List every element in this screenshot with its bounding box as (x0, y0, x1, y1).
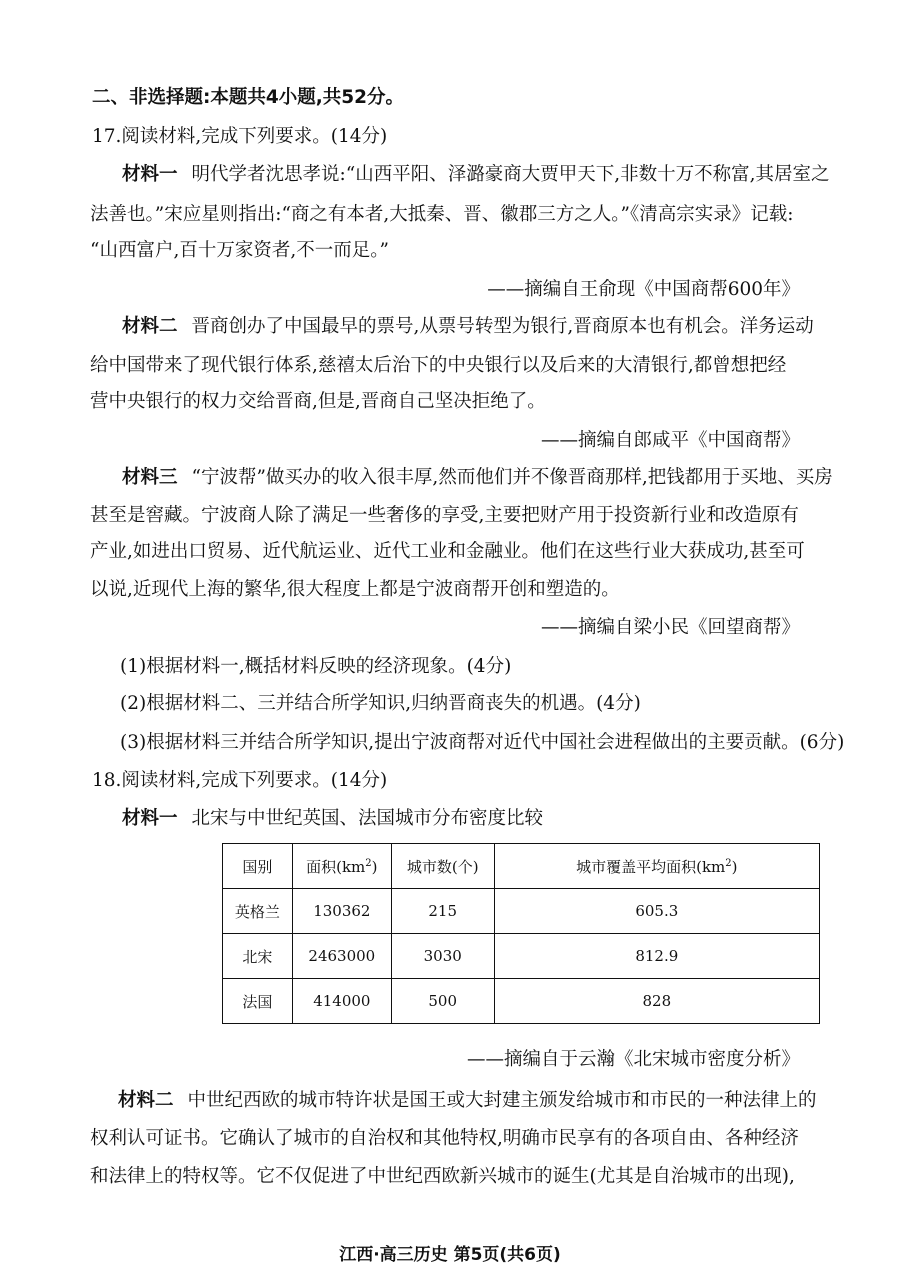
q17-material-1-line-3: “山西富户,百十万家资者,不一而足。” (90, 240, 389, 261)
material-label: 材料三 (122, 467, 178, 488)
q17-material-1-line-1: 材料一 明代学者沈思孝说:“山西平阳、泽潞豪商大贾甲天下,非数十万不称富,其居室之 (122, 164, 830, 185)
section-title: 二、非选择题:本题共4小题,共52分。 (92, 87, 405, 108)
table-header-cell: 国别 (223, 844, 293, 889)
table-cell: 605.3 (494, 889, 819, 934)
q17-question-2: (2)根据材料二、三并结合所学知识,归纳晋商丧失的机遇。(4分) (120, 693, 641, 714)
material-label: 材料一 (122, 808, 178, 829)
material-label: 材料一 (122, 164, 178, 185)
q18-material-2-line-1: 材料二 中世纪西欧的城市特许状是国王或大封建主颁发给城市和市民的一种法律上的 (118, 1090, 817, 1111)
q17-material-3-line-1: 材料三 “宁波帮”做买办的收入很丰厚,然而他们并不像晋商那样,把钱都用于买地、买房 (122, 467, 833, 488)
table-row (223, 934, 820, 979)
q17-question-3: (3)根据材料三并结合所学知识,提出宁波商帮对近代中国社会进程做出的主要贡献。(6分) (120, 732, 845, 753)
q17-material-1-source: ——摘编自王俞现《中国商帮600年》 (487, 279, 800, 300)
q17-material-3-line-2: 甚至是窖藏。宁波商人除了满足一些奢侈的享受,主要把财产用于投资新行业和改造原有 (90, 505, 799, 526)
city-density-table (222, 843, 820, 1024)
table-cell: 北宋 (223, 934, 293, 979)
q17-question-1: (1)根据材料一,概括材料反映的经济现象。(4分) (120, 656, 512, 677)
q18-material-2-line-3: 和法律上的特权等。它不仅促进了中世纪西欧新兴城市的诞生(尤其是自治城市的出现), (90, 1166, 795, 1187)
material-label: 材料二 (118, 1090, 174, 1111)
q18-material-1-caption: 材料一 北宋与中世纪英国、法国城市分布密度比较 (122, 808, 544, 829)
q18-material-2-line-2: 权利认可证书。它确认了城市的自治权和其他特权,明确市民享有的各项自由、各种经济 (90, 1128, 799, 1149)
table-cell: 英格兰 (223, 889, 293, 934)
q18-stem: 18.阅读材料,完成下列要求。(14分) (92, 770, 388, 791)
table-cell: 812.9 (494, 934, 819, 979)
q17-material-3-line-3: 产业,如进出口贸易、近代航运业、近代工业和金融业。他们在这些行业大获成功,甚至可 (90, 541, 805, 562)
q17-material-1-line-2: 法善也。”宋应星则指出:“商之有本者,大抵秦、晋、徽郡三方之人。”《清高宗实录》记载: (90, 204, 794, 225)
table-row (223, 889, 820, 934)
page-footer: 江西·高三历史 第5页(共6页) (339, 1245, 561, 1265)
table-cell: 414000 (292, 979, 391, 1024)
q17-material-2-source: ——摘编自郎咸平《中国商帮》 (540, 430, 800, 451)
q17-material-3-line-4: 以说,近现代上海的繁华,很大程度上都是宁波商帮开创和塑造的。 (90, 579, 620, 600)
q17-material-3-source: ——摘编自梁小民《回望商帮》 (540, 617, 800, 638)
table-cell: 500 (391, 979, 494, 1024)
table-header-row (223, 844, 820, 889)
material-label: 材料二 (122, 316, 178, 337)
q17-material-2-line-2: 给中国带来了现代银行体系,慈禧太后治下的中央银行以及后来的大清银行,都曾想把经 (90, 355, 787, 376)
table-cell: 2463000 (292, 934, 391, 979)
q18-material-1-source: ——摘编自于云瀚《北宋城市密度分析》 (466, 1049, 800, 1070)
table-cell: 法国 (223, 979, 293, 1024)
table-header-cell: 面积$(km^2)$ (292, 844, 391, 889)
table-row (223, 979, 820, 1024)
q17-material-2-line-1: 材料二 晋商创办了中国最早的票号,从票号转型为银行,晋商原本也有机会。洋务运动 (122, 316, 814, 337)
table-header-cell: 城市覆盖平均面积$(km^2)$ (494, 844, 819, 889)
table-cell: 130362 (292, 889, 391, 934)
table-cell: 828 (494, 979, 819, 1024)
q17-material-2-line-3: 营中央银行的权力交给晋商,但是,晋商自己坚决拒绝了。 (90, 391, 546, 412)
table-cell: 215 (391, 889, 494, 934)
table-header-cell: 城市数(个) (391, 844, 494, 889)
table-cell: 3030 (391, 934, 494, 979)
q17-stem: 17.阅读材料,完成下列要求。(14分) (92, 126, 388, 147)
